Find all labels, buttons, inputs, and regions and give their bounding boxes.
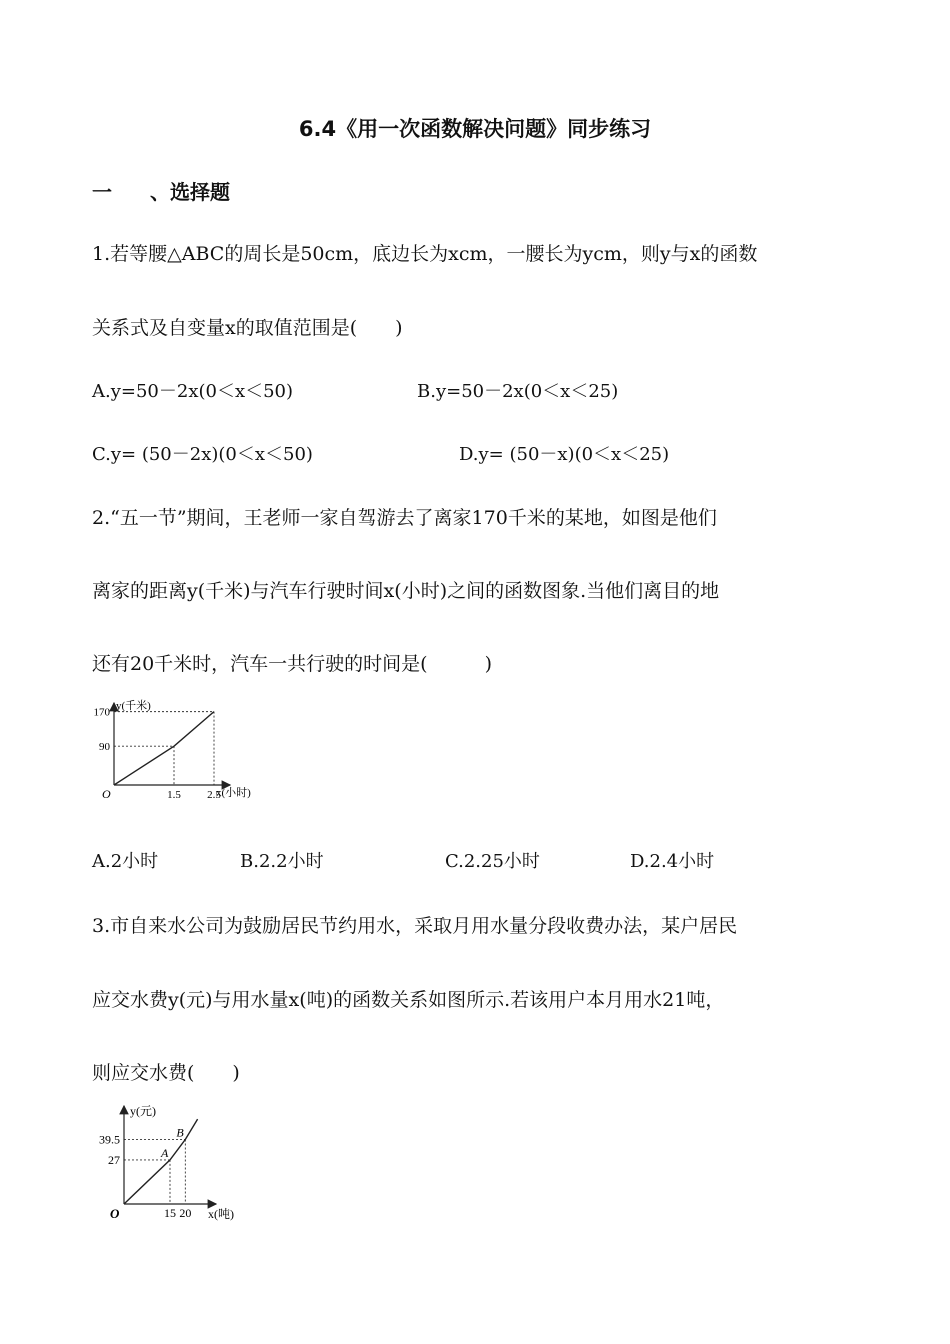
q2-text-line2: 离家的距离y(千米)与汽车行驶时间x(小时)之间的函数图象.当他们离目的地 xyxy=(92,580,720,602)
section-heading xyxy=(92,176,230,205)
origin-label: O xyxy=(102,787,111,801)
x-tick-label: 20 xyxy=(179,1206,192,1220)
section-label: 、选择题 xyxy=(150,180,230,204)
distance-time-graph xyxy=(80,695,270,810)
q1-option-b: B.y=50－2x(0＜x＜25) xyxy=(417,381,619,402)
origin-label: O xyxy=(110,1206,120,1221)
x-tick-label: 1.5 xyxy=(167,789,181,801)
q2-option-b: B.2.2小时 xyxy=(240,851,324,872)
x-axis-label: x(吨) xyxy=(208,1207,234,1221)
point-label: B xyxy=(176,1125,184,1140)
q3-text-line3: 则应交水费( ) xyxy=(92,1062,240,1084)
x-tick-label: 15 xyxy=(164,1206,176,1220)
y-axis-label: y(元) xyxy=(130,1104,156,1118)
q2-option-c: C.2.25小时 xyxy=(445,851,540,872)
water-fee-graph xyxy=(88,1100,253,1225)
series-line xyxy=(114,712,214,785)
section-number: 一 xyxy=(92,180,112,204)
q2-text-line3: 还有20千米时，汽车一共行驶的时间是( ) xyxy=(92,653,493,675)
q3-text-line2: 应交水费y(元)与用水量x(吨)的函数关系如图所示.若该用户本月用水21吨， xyxy=(92,989,725,1011)
q2-option-d: D.2.4小时 xyxy=(630,851,715,872)
q1-text-line1: 1.若等腰△ABC的周长是50cm，底边长为xcm，一腰长为ycm，则y与x的函数 xyxy=(92,243,758,265)
y-tick-label: 27 xyxy=(108,1152,120,1167)
page-title: 6.4《用一次函数解决问题》同步练习 xyxy=(298,117,652,141)
x-tick-label: 2.5 xyxy=(207,789,221,801)
point-label: A xyxy=(161,1145,169,1160)
q2-option-a: A.2小时 xyxy=(92,851,159,872)
q1-option-a: A.y=50－2x(0＜x＜50) xyxy=(92,381,294,402)
y-tick-label: 170 xyxy=(93,706,110,719)
y-axis-label: y(千米) xyxy=(116,700,151,712)
y-tick-label: 90 xyxy=(99,741,110,754)
q2-text-line1: 2.“五一节”期间，王老师一家自驾游去了离家170千米的某地，如图是他们 xyxy=(92,507,717,529)
q1-option-c: C.y= (50－2x)(0＜x＜50) xyxy=(92,444,313,465)
series-line xyxy=(124,1119,198,1204)
q1-option-d: D.y= (50－x)(0＜x＜25) xyxy=(459,444,670,465)
q1-text-line2: 关系式及自变量x的取值范围是( ) xyxy=(92,317,403,339)
q3-text-line1: 3.市自来水公司为鼓励居民节约用水，采取月用水量分段收费办法，某户居民 xyxy=(92,915,738,937)
x-axis-label: x(小时) xyxy=(216,787,251,799)
y-tick-label: 39.5 xyxy=(99,1132,120,1147)
